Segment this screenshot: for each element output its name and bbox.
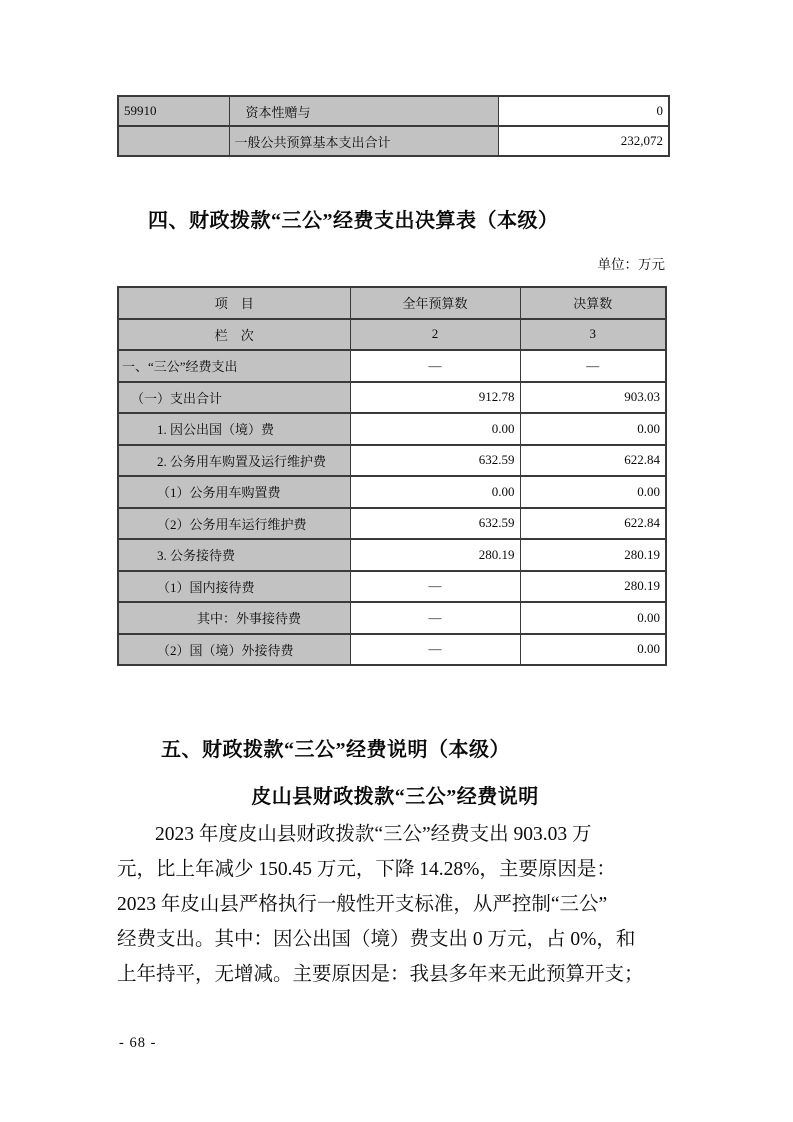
column-index-row [118,319,666,351]
unit-note: 单位：万元 [597,257,665,272]
index-cell-label: 栏 次 [118,319,350,351]
section-four-heading: 四、财政拨款“三公”经费支出决算表（本级） [148,210,559,232]
row-label-cell: 一、“三公”经费支出 [118,350,350,382]
expense-row [118,350,666,382]
column-header-final: 决算数 [520,287,666,319]
expense-row [118,413,666,445]
final-value-cell: 280.19 [520,571,666,603]
paragraph-line: 上年持平，无增减。主要原因是：我县多年来无此预算开支； [117,964,644,985]
section-five-heading: 五、财政拨款“三公”经费说明（本级） [161,739,510,761]
final-value-cell: — [520,350,666,382]
expense-row [118,476,666,508]
expense-row [118,571,666,603]
item-name-cell: 一般公共预算基本支出合计 [229,126,498,156]
budget-value-cell: — [350,571,520,603]
item-name-cell: 资本性赠与 [229,96,498,126]
budget-value-cell: — [350,350,520,382]
expense-row [118,445,666,477]
budget-value-cell: — [350,634,520,666]
final-value-cell: 0.00 [520,476,666,508]
paragraph-line: 2023 年度皮山县财政拨款“三公”经费支出 903.03 万 [155,824,592,845]
final-value-cell: 622.84 [520,445,666,477]
row-label-cell: 1. 因公出国（境）费 [118,413,350,445]
carryover-row [118,126,669,156]
row-label-cell: （2）国（境）外接待费 [118,634,350,666]
row-label-cell: （2）公务用车运行维护费 [118,508,350,540]
row-label-cell: 3. 公务接待费 [118,539,350,571]
expense-row [118,539,666,571]
section-five-subheading: 皮山县财政拨款“三公”经费说明 [251,786,539,808]
expense-row [118,508,666,540]
final-value-cell: 280.19 [520,539,666,571]
index-cell-2: 2 [350,319,520,351]
paragraph-line: 2023 年皮山县严格执行一般性开支标准，从严控制“三公” [117,894,608,915]
row-label-cell: 其中：外事接待费 [118,602,350,634]
carryover-table-body [118,96,669,156]
carryover-row [118,96,669,126]
final-value-cell: 622.84 [520,508,666,540]
final-value-cell: 903.03 [520,382,666,414]
final-value-cell: 0.00 [520,413,666,445]
sangong-table-body [118,350,666,665]
budget-value-cell: 0.00 [350,476,520,508]
row-label-cell: 2. 公务用车购置及运行维护费 [118,445,350,477]
row-label-cell: （1）公务用车购置费 [118,476,350,508]
sangong-expense-table [117,286,667,666]
code-cell [118,126,229,156]
column-header-budget: 全年预算数 [350,287,520,319]
table-header-row [118,287,666,319]
row-label-cell: （一）支出合计 [118,382,350,414]
expense-row [118,602,666,634]
expense-row [118,634,666,666]
paragraph-line: 经费支出。其中：因公出国（境）费支出 0 万元，占 0%，和 [117,929,636,950]
column-header-item: 项 目 [118,287,350,319]
index-cell-3: 3 [520,319,666,351]
amount-cell: 0 [498,96,669,126]
final-value-cell: 0.00 [520,602,666,634]
final-value-cell: 0.00 [520,634,666,666]
paragraph-line: 元，比上年减少 150.45 万元，下降 14.28%，主要原因是： [117,859,616,880]
budget-value-cell: 632.59 [350,508,520,540]
budget-value-cell: — [350,602,520,634]
budget-value-cell: 280.19 [350,539,520,571]
budget-value-cell: 0.00 [350,413,520,445]
amount-cell: 232,072 [498,126,669,156]
page-number: - 68 - [119,1035,157,1051]
explanation-paragraph [117,817,682,992]
budget-value-cell: 632.59 [350,445,520,477]
row-label-cell: （1）国内接待费 [118,571,350,603]
code-cell: 59910 [118,96,229,126]
budget-value-cell: 912.78 [350,382,520,414]
expense-row [118,382,666,414]
carryover-table [117,95,670,157]
